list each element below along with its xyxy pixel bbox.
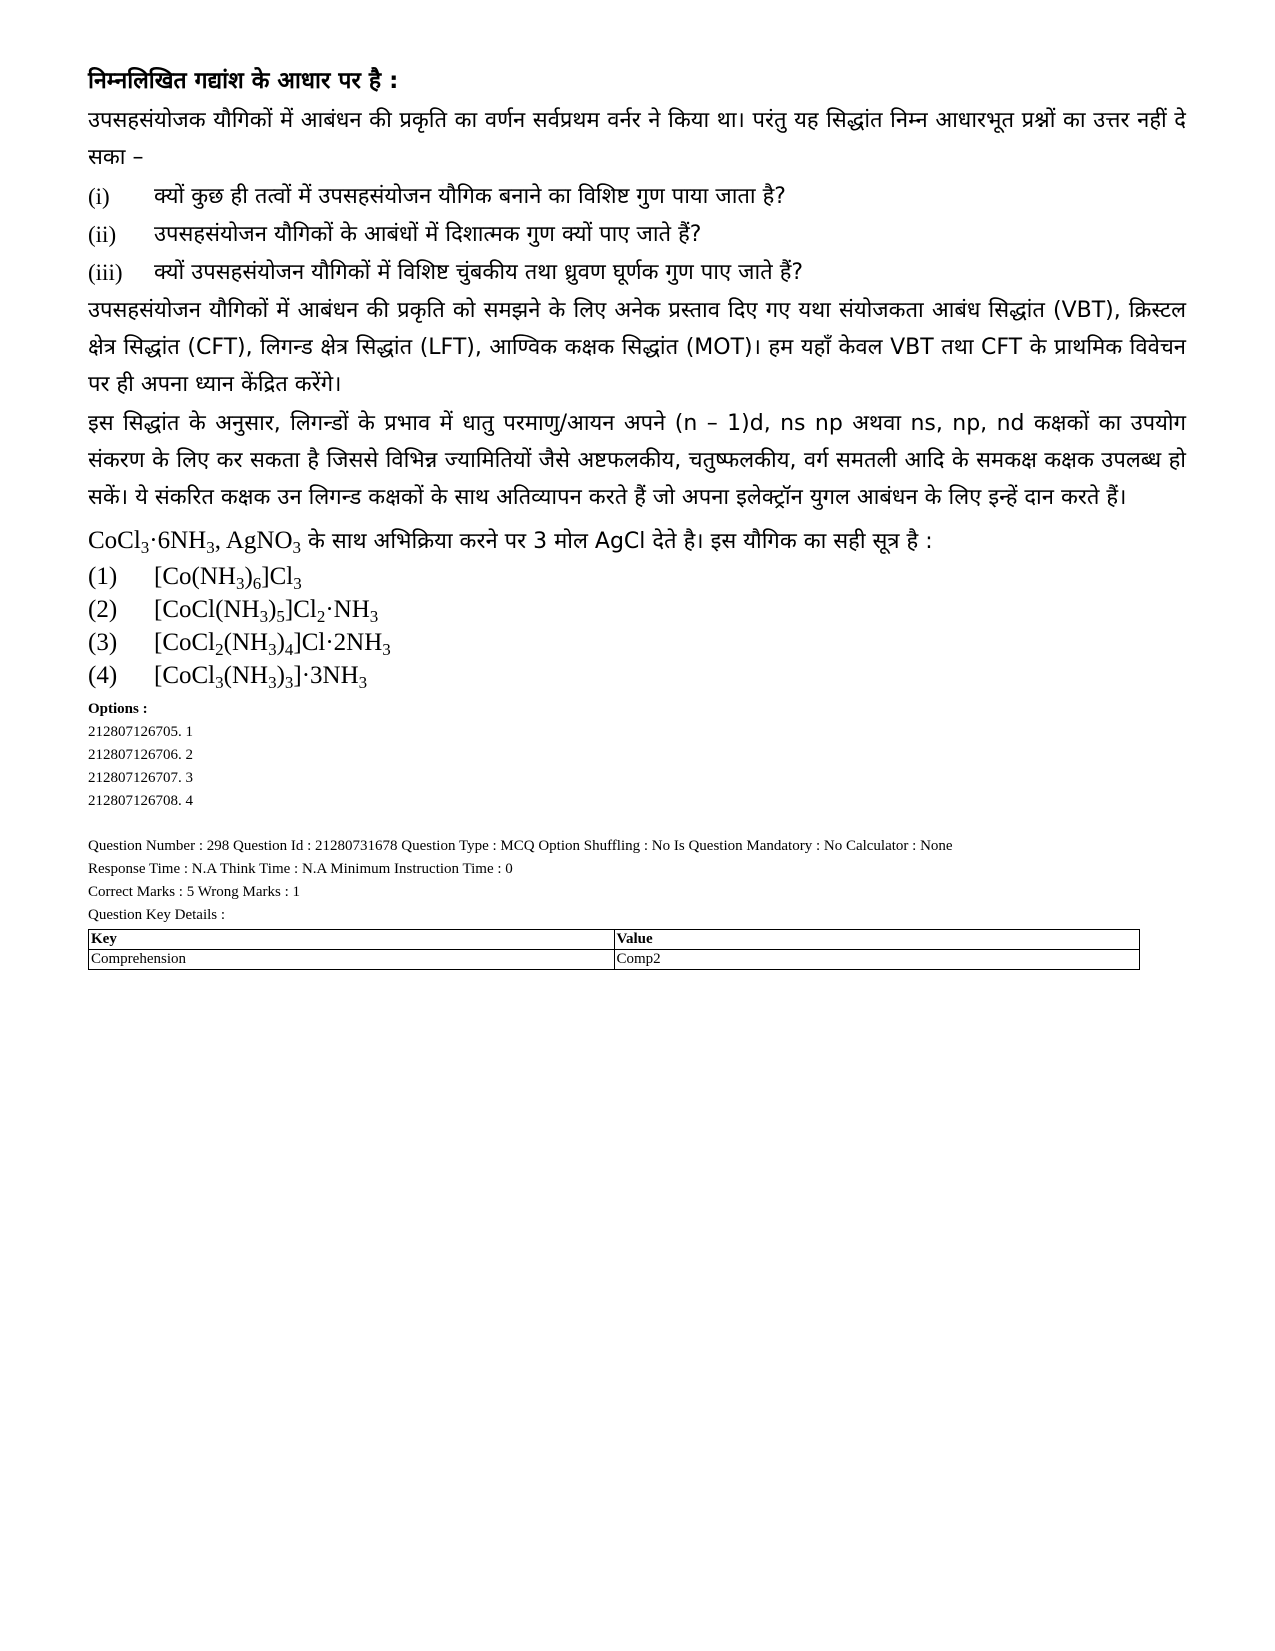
question-key-table: [88, 929, 1140, 970]
formula-subscript: 3: [292, 537, 302, 557]
choice-number: (3): [88, 629, 118, 656]
formula-part: CoCl: [88, 527, 141, 554]
formula-subscript: 2: [316, 606, 326, 626]
table-header-row: [89, 930, 1140, 950]
formula-subscript: 3: [369, 606, 379, 626]
formula-part: ·6NH: [149, 527, 207, 554]
table-row: [89, 950, 1140, 970]
formula-subscript: 4: [284, 639, 294, 659]
formula-part: [Co(NH: [154, 563, 236, 590]
passage-question-number: (ii): [88, 222, 117, 247]
formula-part: [CoCl: [154, 662, 216, 689]
passage-question-1: [88, 178, 1186, 215]
choice-number: (2): [88, 596, 118, 623]
question-stem-text: के साथ अभिक्रिया करने पर 3 मोल AgCl देते है। इस यौगिक का सही सूत्र है :: [308, 529, 933, 554]
formula-subscript: 3: [358, 672, 368, 692]
answer-choice-4: [88, 659, 1186, 692]
formula-subscript: 6: [252, 573, 262, 593]
table-cell-key: Comprehension: [89, 950, 615, 970]
formula-subscript: 3: [215, 672, 224, 692]
question-meta-line-1: Question Number : 298 Question Id : 21280731678 Question Type : MCQ Option Shuffling : No Is Question Mandatory : No Calculator : None: [88, 838, 953, 854]
choice-formula: [154, 626, 391, 659]
passage-paragraph-3: इस सिद्धांत के अनुसार, लिगन्डों के प्रभाव में धातु परमाणु/आयन अपने (n – 1)d, ns np अथवा ns, np, nd कक्षकों का उपयोग संकरण के लिए कर सकता है जिससे विभिन्न ज्यामितियों जैसे अष्टफलकीय, चतुष्फलकीय, वर्ग समतली आदि के समकक्ष कक्षक उपलब्ध हो सकें। ये संकरित कक्षक उन लिगन्ड कक्षकों के साथ अतिव्यापन करते हैं जो अपना इलेक्ट्रॉन युगल आबंधन के लिए इन्हें दान करते हैं।: [88, 411, 1186, 510]
passage-question-text: उपसहसंयोजन यौगिकों के आबंधों में दिशात्मक गुण क्यों पाए जाते हैं?: [154, 222, 702, 247]
formula-part: ]Cl·2NH: [293, 629, 383, 656]
formula-subscript: 2: [215, 639, 224, 659]
table-header-key: Key: [89, 930, 615, 950]
formula-subscript: 5: [276, 606, 285, 626]
formula-part: ): [268, 596, 277, 623]
table-header-value: Value: [614, 930, 1140, 950]
question-page: [88, 62, 1186, 970]
option-item: 212807126708. 4: [88, 793, 193, 809]
formula-part: , AgNO: [214, 527, 293, 554]
question-key-details-label: Question Key Details :: [88, 907, 226, 923]
formula-subscript: 3: [284, 672, 294, 692]
options-section: [88, 698, 1186, 813]
options-label: Options :: [88, 701, 148, 717]
choice-formula: [154, 593, 378, 626]
formula-part: [CoCl(NH: [154, 596, 260, 623]
answer-choice-1: [88, 560, 1186, 593]
passage-question-list: [88, 178, 1186, 291]
options-list: [88, 721, 1186, 813]
passage-intro: उपसहसंयोजक यौगिकों में आबंधन की प्रकृति का वर्णन सर्वप्रथम वर्नर ने किया था। परंतु यह सिद्धांत निम्न आधारभूत प्रश्नों का उत्तर नहीं दे सका –: [88, 108, 1186, 170]
formula-subscript: 3: [235, 573, 245, 593]
formula-part: (NH: [223, 629, 269, 656]
question-meta: [88, 835, 1186, 927]
passage-question-number: (i): [88, 184, 110, 209]
choice-number: (4): [88, 662, 118, 689]
formula-subscript: 3: [140, 537, 150, 557]
question-stem: [88, 522, 1186, 560]
formula-part: ): [276, 662, 285, 689]
option-item: 212807126706. 2: [88, 747, 193, 763]
formula-part: ]Cl: [261, 563, 294, 590]
formula-part: ·NH: [325, 596, 370, 623]
answer-choice-2: [88, 593, 1186, 626]
formula-part: ]·3NH: [293, 662, 359, 689]
passage-question-text: क्यों उपसहसंयोजन यौगिकों में विशिष्ट चुंबकीय तथा ध्रुवण घूर्णक गुण पाए जाते हैं?: [154, 260, 804, 285]
formula-part: ]Cl: [284, 596, 317, 623]
formula-part: ): [276, 629, 285, 656]
passage-heading: निम्नलिखित गद्यांश के आधार पर है :: [88, 68, 399, 94]
option-item: 212807126707. 3: [88, 770, 193, 786]
passage-question-number: (iii): [88, 260, 123, 285]
choice-number: (1): [88, 563, 118, 590]
formula-part: [CoCl: [154, 629, 216, 656]
answer-choices: [88, 560, 1186, 692]
option-item: 212807126705. 1: [88, 724, 193, 740]
question-meta-line-2: Response Time : N.A Think Time : N.A Minimum Instruction Time : 0: [88, 861, 513, 877]
formula-part: ): [244, 563, 253, 590]
formula-subscript: 3: [268, 639, 277, 659]
question-marks: Correct Marks : 5 Wrong Marks : 1: [88, 884, 300, 900]
formula-subscript: 3: [382, 639, 391, 659]
passage-paragraph-2: उपसहसंयोजन यौगिकों में आबंधन की प्रकृति को समझने के लिए अनेक प्रस्ताव दिए गए यथा संयोजकता आबंध सिद्धांत (VBT), क्रिस्टल क्षेत्र सिद्धांत (CFT), लिगन्ड क्षेत्र सिद्धांत (LFT), आण्विक कक्षक सिद्धांत (MOT)। हम यहाँ केवल VBT तथा CFT के प्राथमिक विवेचन पर ही अपना ध्यान केंद्रित करेंगे।: [88, 298, 1186, 397]
passage-question-3: [88, 254, 1186, 291]
answer-choice-3: [88, 626, 1186, 659]
compound-formula: [88, 527, 302, 557]
passage-question-2: [88, 216, 1186, 253]
table-cell-value: Comp2: [614, 950, 1140, 970]
formula-part: (NH: [223, 662, 269, 689]
formula-subscript: 3: [268, 672, 277, 692]
formula-subscript: 3: [259, 606, 269, 626]
choice-formula: [154, 659, 367, 692]
formula-subscript: 3: [206, 537, 215, 557]
passage-question-text: क्यों कुछ ही तत्वों में उपसहसंयोजन यौगिक बनाने का विशिष्ट गुण पाया जाता है?: [154, 184, 786, 209]
formula-subscript: 3: [293, 573, 302, 593]
choice-formula: [154, 560, 302, 593]
